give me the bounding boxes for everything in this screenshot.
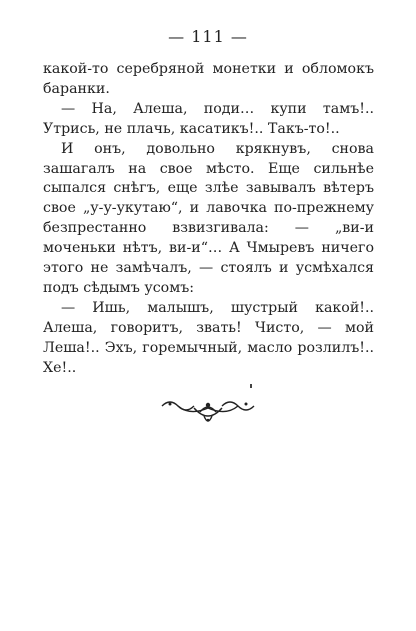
paragraph: — Ишь, малышъ, шустрый какой!.. Алеша, говоритъ, звать! Чисто, — мой Леша!.. Эхъ, горемычный, масло розлилъ!.. Хе!..: [43, 299, 374, 376]
body-text: [43, 60, 374, 379]
paragraph: И онъ, довольно крякнувъ, снова зашагалъ на свое мѣсто. Еще сильнѣе сыпался снѣгъ, еще злѣе завывалъ вѣтеръ свое „у-у-укутаю“, и лавочка по-прежнему безпрестанно взвизгивала: — „ви-и моченьки нѣтъ, ви-и“… А Чмыревъ ничего этого не замѣчалъ, — стоялъ и усмѣхался подъ сѣдымъ усомъ:: [43, 140, 374, 296]
decorative-vignette-icon: [160, 396, 256, 428]
ink-speck: [250, 384, 252, 388]
paragraph: — На, Алеша, поди… купи тамъ!.. Утрись, не плачь, касатикъ!.. Такъ-то!..: [43, 100, 374, 137]
page-number: — 111 —: [168, 27, 248, 46]
paragraph: какой-то серебряной монетки и обломокъ баранки.: [43, 61, 374, 97]
